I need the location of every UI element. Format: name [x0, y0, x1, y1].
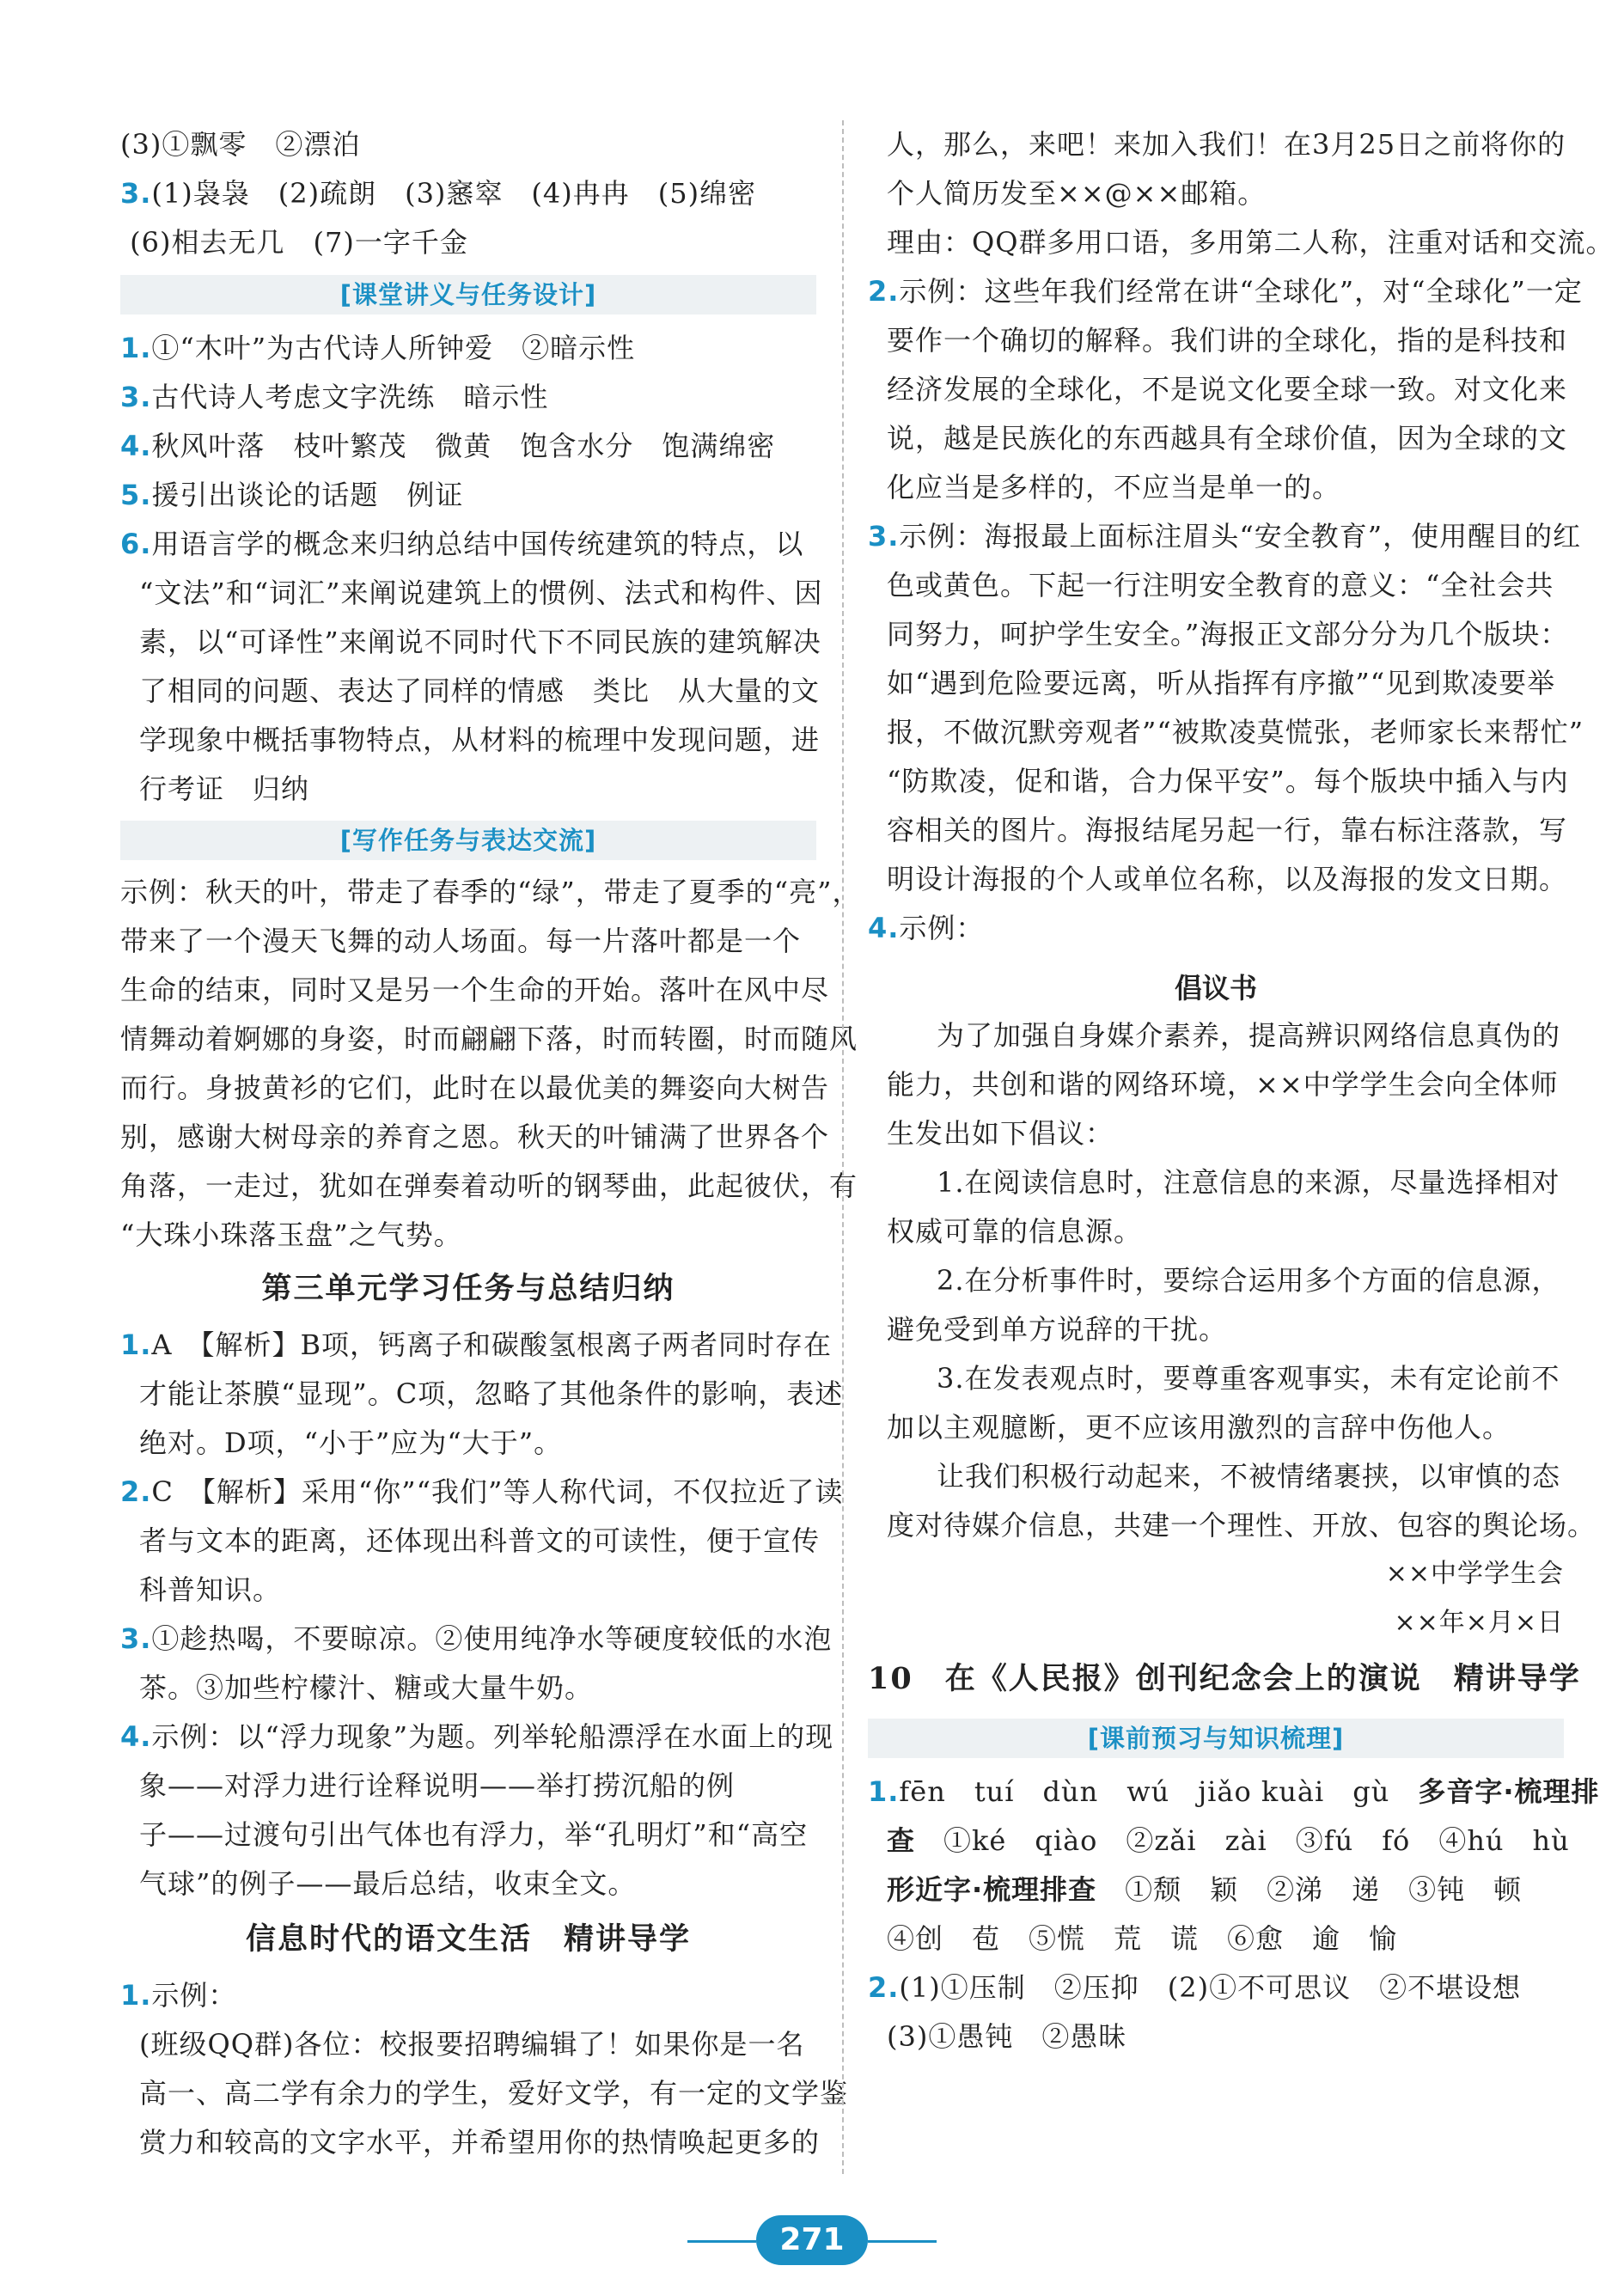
lesson10-heading: 10 在《人民报》创刊纪念会上的演说 精讲导学 — [868, 1661, 1581, 1696]
page-number: 271 — [756, 2215, 868, 2265]
footer-rule — [687, 2240, 756, 2243]
text-line: “防欺凌，促和谐，合力保平安”。每个版块中插入与内 — [887, 765, 1569, 797]
text-line: 化应当是多样的，不应当是单一的。 — [887, 471, 1341, 504]
text-line: 茶。③加些柠檬汁、糖或大量牛奶。 — [139, 1671, 594, 1704]
text-line: 了相同的问题、表达了同样的情感 类比 从大量的文 — [139, 675, 821, 707]
text-line: 才能让茶膜“显现”。C项，忽略了其他条件的影响，表述 — [139, 1377, 844, 1410]
text-line: 查 ①ké qiào ②zǎi zài ③fú fó ④hú hù — [887, 1824, 1570, 1857]
text-line: “大珠小珠落玉盘”之气势。 — [120, 1218, 462, 1251]
answer-2: 2.(1)①压制 ②压抑 (2)①不可思议 ②不堪设想 — [868, 1971, 1522, 2004]
text-line: 3.在发表观点时，要尊重客观事实，未有定论前不 — [937, 1362, 1560, 1395]
text-line: ④创 苞 ⑤慌 荒 谎 ⑥愈 逾 愉 — [887, 1922, 1398, 1955]
text-line: 绝对。D项，“小于”应为“大于”。 — [139, 1426, 563, 1459]
section-header-preview: [课前预习与知识梳理] — [868, 1719, 1564, 1758]
text-line: 形近字·梳理排查 ①颓 颖 ②涕 递 ③钝 顿 — [887, 1873, 1523, 1906]
section-header-writing: [写作任务与表达交流] — [120, 821, 816, 860]
text-line: 经济发展的全球化，不是说文化要全球一致。对文化来 — [887, 373, 1568, 406]
text-line: 示例：秋天的叶，带走了春季的“绿”，带走了夏季的“亮”， — [120, 876, 861, 908]
signature-date: ××年×月×日 — [1394, 1608, 1564, 1638]
proposal-title: 倡议书 — [1174, 972, 1257, 1005]
text-line: 而行。身披黄衫的它们，此时在以最优美的舞姿向大树告 — [120, 1072, 830, 1104]
text-line: 让我们积极行动起来，不被情绪裹挟，以审慎的态 — [937, 1460, 1561, 1493]
answer-3: 3.①趁热喝，不要晾凉。②使用纯净水等硬度较低的水泡 — [120, 1622, 833, 1655]
text-line: 色或黄色。下起一行注明安全教育的意义：“全社会共 — [887, 569, 1554, 602]
text-line: 说，越是民族化的东西越具有全球价值，因为全球的文 — [887, 422, 1568, 455]
text-line: 素，以“可译性”来阐说不同时代下不同民族的建筑解决 — [139, 626, 821, 658]
text-line: 科普知识。 — [139, 1573, 282, 1606]
text-line: 加以主观臆断，更不应该用激烈的言辞中伤他人。 — [887, 1411, 1511, 1444]
text-line: 角落，一走过，犹如在弹奏着动听的钢琴曲，此起彼伏，有 — [120, 1169, 858, 1202]
answer-5: 5.援引出谈论的话题 例证 — [120, 479, 464, 511]
text-line: 度对待媒介信息，共建一个理性、开放、包容的舆论场。 — [887, 1509, 1597, 1542]
item-number: 3. — [120, 177, 152, 210]
column-divider — [842, 120, 844, 2174]
text-line: (3)①飘零 ②漂泊 — [120, 128, 361, 161]
text-line: 要作一个确切的解释。我们讲的全球化，指的是科技和 — [887, 324, 1568, 357]
answer-1: 1.fēn tuí dùn wú jiǎo kuài gù 多音字·梳理排 — [868, 1775, 1600, 1808]
answer-1: 1.示例： — [120, 1979, 237, 2012]
text-line: 个人简历发至××@××邮箱。 — [887, 177, 1267, 210]
text-line: (6)相去无几 (7)一字千金 — [130, 226, 468, 259]
text-line: 理由：QQ群多用口语，多用第二人称，注重对话和交流。 — [887, 226, 1615, 259]
text-line: 2.在分析事件时，要综合运用多个方面的信息源， — [937, 1264, 1560, 1297]
answer-4: 4.示例： — [868, 912, 985, 944]
answer-2: 2.C 【解析】采用“你”“我们”等人称代词，不仅拉近了读 — [120, 1475, 844, 1508]
answer-1: 1.①“木叶”为古代诗人所钟爱 ②暗示性 — [120, 332, 636, 364]
answer-4: 4.示例：以“浮力现象”为题。列举轮船漂浮在水面上的现 — [120, 1720, 834, 1753]
text-line: 为了加强自身媒介素养，提高辨识网络信息真伪的 — [937, 1019, 1561, 1052]
text-line: 明设计海报的个人或单位名称，以及海报的发文日期。 — [887, 863, 1568, 895]
text-line: 1.在阅读信息时，注意信息的来源，尽量选择相对 — [937, 1166, 1560, 1199]
text-line: “文法”和“词汇”来阐说建筑上的惯例、法式和构件、因 — [139, 577, 823, 609]
page-footer — [0, 2210, 1624, 2270]
text-line: 别，感谢大树母亲的养育之恩。秋天的叶铺满了世界各个 — [120, 1121, 830, 1153]
signature-org: ××中学学生会 — [1385, 1559, 1564, 1589]
text-line: 能力，共创和谐的网络环境，××中学学生会向全体师 — [887, 1068, 1559, 1101]
text-line: 避免受到单方说辞的干扰。 — [887, 1313, 1228, 1346]
question-3: 3.(1)袅袅 (2)疏朗 (3)窸窣 (4)冉冉 (5)绵密 — [120, 177, 757, 210]
text-line: (3)①愚钝 ②愚昧 — [887, 2020, 1127, 2053]
answer-3: 3.示例：海报最上面标注眉头“安全教育”，使用醒目的红 — [868, 520, 1582, 553]
section-header-classroom: [课堂讲义与任务设计] — [120, 275, 816, 315]
text-line: 行考证 归纳 — [139, 773, 310, 805]
text-line: 生发出如下倡议： — [887, 1117, 1114, 1150]
text-line: 学现象中概括事物特点，从材料的梳理中发现问题，进 — [139, 724, 821, 756]
text-line: 子——过渡句引出气体也有浮力，举“孔明灯”和“高空 — [139, 1818, 809, 1851]
text-line: 情舞动着婀娜的身姿，时而翩翩下落，时而转圈，时而随风 — [120, 1023, 858, 1055]
answer-3: 3.古代诗人考虑文字洗练 暗示性 — [120, 381, 549, 413]
answer-2: 2.示例：这些年我们经常在讲“全球化”，对“全球化”一定 — [868, 275, 1583, 308]
answer-1: 1.A 【解析】B项，钙离子和碳酸氢根离子两者同时存在 — [120, 1328, 833, 1361]
footer-rule — [868, 2240, 937, 2243]
text-line: 容相关的图片。海报结尾另起一行，靠右标注落款，写 — [887, 814, 1568, 846]
info-era-heading: 信息时代的语文生活 精讲导学 — [245, 1921, 691, 1957]
text-line: 高一、高二学有余力的学生，爱好文学，有一定的文学鉴 — [139, 2077, 849, 2110]
text-line: 气球”的例子——最后总结，收束全文。 — [139, 1867, 637, 1900]
text-line: 赏力和较高的文字水平，并希望用你的热情唤起更多的 — [139, 2126, 821, 2159]
text-line: 权威可靠的信息源。 — [887, 1215, 1143, 1248]
unit3-heading: 第三单元学习任务与总结归纳 — [261, 1271, 675, 1306]
text-line: 如“遇到危险要远离，听从指挥有序撤”“见到欺凌要举 — [887, 667, 1556, 699]
text-line: (班级QQ群)各位：校报要招聘编辑了！如果你是一名 — [139, 2028, 805, 2061]
text-line: 同努力，呵护学生安全。”海报正文部分分为几个版块： — [887, 618, 1569, 650]
text-line: 报，不做沉默旁观者”“被欺凌莫慌张，老师家长来帮忙” — [887, 716, 1584, 748]
text-line: 人，那么，来吧！来加入我们！在3月25日之前将你的 — [887, 128, 1566, 161]
answer-4: 4.秋风叶落 枝叶繁茂 微黄 饱含水分 饱满绵密 — [120, 430, 776, 462]
text-line: 生命的结束，同时又是另一个生命的开始。落叶在风中尽 — [120, 974, 830, 1006]
answer-6: 6.用语言学的概念来归纳总结中国传统建筑的特点，以 — [120, 528, 804, 560]
text-line: 带来了一个漫天飞舞的动人场面。每一片落叶都是一个 — [120, 925, 802, 957]
text-line: 象——对浮力进行诠释说明——举打捞沉船的例 — [139, 1769, 736, 1802]
text-line: 者与文本的距离，还体现出科普文的可读性，便于宣传 — [139, 1524, 821, 1557]
